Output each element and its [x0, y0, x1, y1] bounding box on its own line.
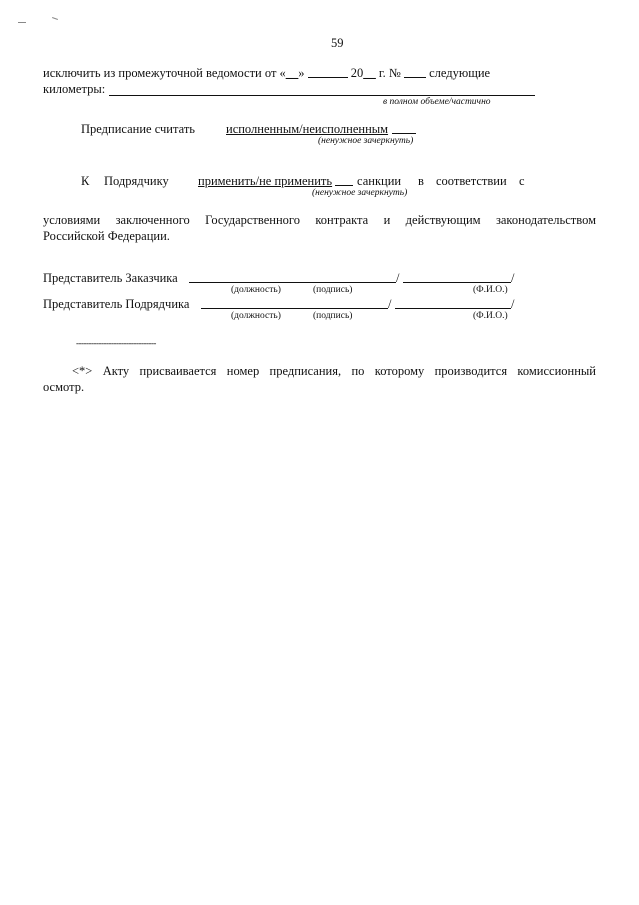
prescription-hint: (ненужное зачеркнуть)	[318, 136, 414, 146]
prescription-options: исполненным/неисполненным	[226, 122, 389, 136]
contractor-signature-caption: (подпись)	[313, 311, 353, 321]
sanctions-accordance: соответствии	[436, 174, 507, 188]
contractor-position-caption: (должность)	[231, 311, 281, 321]
customer-signature-caption: (подпись)	[313, 285, 353, 295]
kilometers-blank	[109, 95, 535, 96]
sanctions-blank	[335, 185, 353, 186]
contractor-rep-label: Представитель Подрядчика	[43, 297, 190, 311]
slash: /	[511, 297, 515, 311]
footnote-separator: --------------------------------	[76, 338, 156, 348]
customer-position-caption: (должность)	[231, 285, 281, 295]
customer-name-caption: (Ф.И.О.)	[473, 285, 508, 295]
sanctions-continuation-2: Российской Федерации.	[43, 229, 170, 243]
contractor-name-caption: (Ф.И.О.)	[473, 311, 508, 321]
slash: /	[388, 297, 392, 311]
sanctions-continuation-1: условиями заключенного Государственного контракта и действующим законодательством	[43, 213, 596, 227]
exclude-line: исключить из промежуточной ведомости от «__» 20__ г. № следующие	[43, 66, 491, 80]
sanctions-options: применить/не применить	[198, 174, 333, 188]
kilometers-label: километры:	[43, 82, 106, 96]
contractor-rep-line-2	[395, 308, 511, 309]
sanctions-hint: (ненужное зачеркнуть)	[312, 188, 408, 198]
customer-rep-line-2	[403, 282, 511, 283]
customer-rep-line-1	[189, 282, 396, 283]
scan-mark	[18, 22, 26, 23]
contractor-rep-line-1	[201, 308, 388, 309]
sanctions-contractor: Подрядчику	[104, 174, 169, 188]
kilometers-hint: в полном объеме/частично	[383, 97, 491, 107]
sanctions-in: в	[418, 174, 424, 188]
slash: /	[396, 271, 400, 285]
prescription-label: Предписание считать	[81, 122, 195, 136]
page-number: 59	[331, 36, 344, 50]
scan-mark	[52, 17, 58, 20]
sanctions-with: с	[519, 174, 525, 188]
footnote-line-2: осмотр.	[43, 380, 85, 394]
footnote-line-1: <*> Акту присваивается номер предписания, по которому производится комиссионный	[72, 364, 596, 378]
customer-rep-label: Представитель Заказчика	[43, 271, 178, 285]
prescription-blank	[392, 133, 416, 134]
slash: /	[511, 271, 515, 285]
sanctions-k: К	[81, 174, 90, 188]
sanctions-word: санкции	[357, 174, 402, 188]
